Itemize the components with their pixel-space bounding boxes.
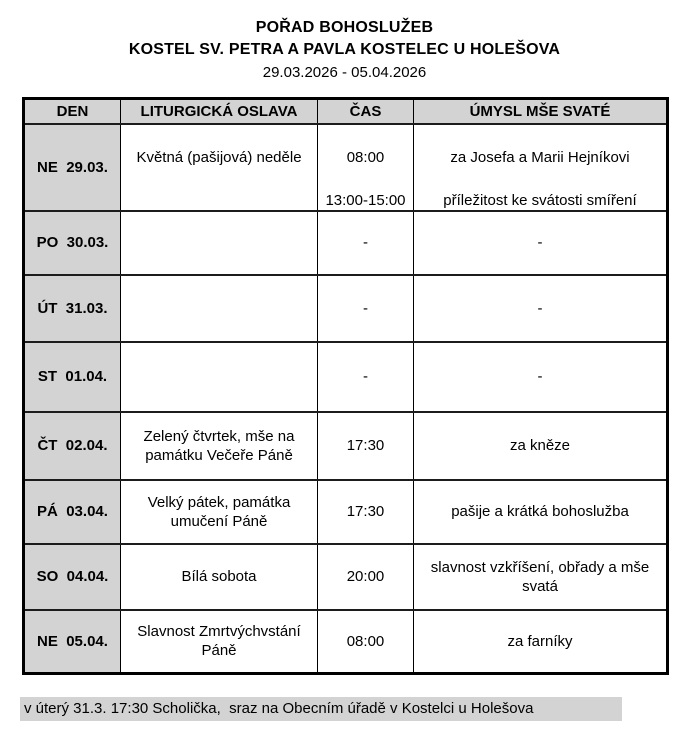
intention-cell: za farníky bbox=[414, 610, 668, 674]
document-subtitle: KOSTEL SV. PETRA A PAVLA KOSTELEC U HOLEŠOVA bbox=[128, 41, 561, 58]
time-first: 08:00 bbox=[346, 148, 385, 166]
day-cell: ST 01.04. bbox=[24, 342, 121, 412]
celebration-cell: Bílá sobota bbox=[121, 544, 318, 610]
table-row bbox=[24, 412, 668, 480]
time-second: 13:00-15:00 bbox=[325, 191, 406, 209]
celebration-cell: Slavnost Zmrtvýchvstání Páně bbox=[121, 610, 318, 674]
header-umysl-mse-svate: ÚMYSL MŠE SVATÉ bbox=[414, 99, 668, 124]
celebration-cell bbox=[121, 211, 318, 275]
intention-second: příležitost ke svátosti smíření bbox=[443, 191, 637, 209]
celebration-cell bbox=[121, 275, 318, 342]
document-title: POŘAD BOHOSLUŽEB bbox=[255, 19, 434, 36]
table-row bbox=[24, 275, 668, 342]
day-cell: PO 30.03. bbox=[24, 211, 121, 275]
intention-cell: - bbox=[414, 211, 668, 275]
day-cell: ČT 02.04. bbox=[24, 412, 121, 480]
table-row bbox=[24, 610, 668, 674]
document-header bbox=[0, 0, 689, 84]
table-row bbox=[24, 124, 668, 211]
day-cell: NE 29.03. bbox=[24, 124, 121, 211]
intention-cell: pašije a krátká bohoslužba bbox=[414, 480, 668, 544]
celebration-cell: Velký pátek, památka umučení Páně bbox=[121, 480, 318, 544]
time-cell: - bbox=[318, 342, 414, 412]
intention-cell: za kněze bbox=[414, 412, 668, 480]
header-liturgicka-oslava: LITURGICKÁ OSLAVA bbox=[121, 99, 318, 124]
schedule-table bbox=[22, 97, 669, 675]
header-den: DEN bbox=[24, 99, 121, 124]
time-cell: 20:00 bbox=[318, 544, 414, 610]
day-cell: ÚT 31.03. bbox=[24, 275, 121, 342]
intention-cell: slavnost vzkříšení, obřady a mše svatá bbox=[414, 544, 668, 610]
time-cell: - bbox=[318, 211, 414, 275]
time-cell: 08:00 bbox=[318, 610, 414, 674]
intention-cell: - bbox=[414, 342, 668, 412]
table-row bbox=[24, 211, 668, 275]
table-row bbox=[24, 480, 668, 544]
day-cell: NE 05.04. bbox=[24, 610, 121, 674]
intention-cell bbox=[414, 124, 668, 211]
day-cell: SO 04.04. bbox=[24, 544, 121, 610]
time-cell: - bbox=[318, 275, 414, 342]
intention-cell: - bbox=[414, 275, 668, 342]
celebration-cell bbox=[121, 342, 318, 412]
time-cell bbox=[318, 124, 414, 211]
table-row bbox=[24, 544, 668, 610]
time-cell: 17:30 bbox=[318, 412, 414, 480]
celebration-cell: Zelený čtvrtek, mše na památku Večeře Páně bbox=[121, 412, 318, 480]
celebration-cell bbox=[121, 124, 318, 211]
table-header-row bbox=[24, 99, 668, 124]
celebration-text: Květná (pašijová) neděle bbox=[136, 148, 302, 166]
time-cell: 17:30 bbox=[318, 480, 414, 544]
intention-first: za Josefa a Marii Hejníkovi bbox=[450, 148, 630, 166]
header-cas: ČAS bbox=[318, 99, 414, 124]
footnote: v úterý 31.3. 17:30 Scholička, sraz na Obecním úřadě v Kostelci u Holešova bbox=[20, 697, 622, 721]
day-cell: PÁ 03.04. bbox=[24, 480, 121, 544]
date-range: 29.03.2026 - 05.04.2026 bbox=[262, 64, 427, 81]
table-row bbox=[24, 342, 668, 412]
